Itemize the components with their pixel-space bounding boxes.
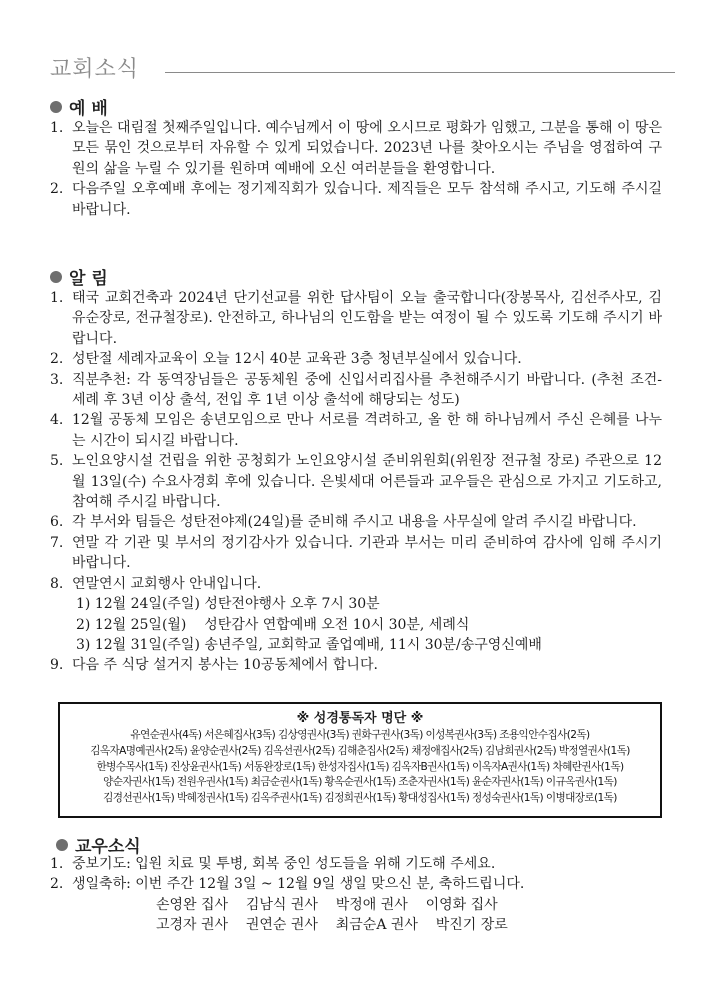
event-line: 2) 12월 25일(월) 성탄감사 연합예배 오전 10시 30분, 세례식 — [76, 616, 470, 633]
item-number: 3. — [50, 371, 64, 388]
item-number: 2. — [50, 351, 64, 368]
section-notices-heading — [50, 264, 108, 289]
list-item — [50, 533, 662, 574]
item-number: 8. — [50, 575, 64, 592]
list-item — [50, 410, 662, 451]
item-number: 1. — [50, 290, 64, 306]
item-number: 4. — [50, 412, 64, 429]
event-line: 3) 12월 31일(주일) 송년주일, 교회학교 졸업예배, 11시 30분/송구영신예배 — [76, 636, 542, 653]
item-text: 다음주일 오후예배 후에는 정기제직회가 있습니다. 제직들은 모두 참석해 주시고, 기도해 주시길 바랍니다. — [72, 181, 662, 218]
list-item — [50, 574, 662, 594]
list-item — [50, 179, 662, 220]
item-number: 9. — [50, 657, 64, 674]
bullet-dot-icon — [50, 101, 62, 113]
notices-list — [50, 288, 662, 676]
item-text: 연말연시 교회행사 안내입니다. — [72, 575, 262, 592]
item-number: 7. — [50, 534, 64, 551]
item-text: 성탄절 세례자교육이 오늘 12시 40분 교육관 3층 청년부실에서 있습니다. — [72, 351, 522, 368]
section-worship-heading — [50, 94, 108, 119]
item-text: 다음 주 식당 설거지 봉사는 10공동체에서 합니다. — [72, 657, 378, 674]
reader-line: 김경선권사(1독) 박혜정권사(1독) 김옥주권사(1독) 김정희권사(1독) 황대성집사(1독) 정성숙권사(1독) 이병대장로(1독) — [103, 792, 617, 805]
list-item — [50, 349, 662, 369]
list-item — [50, 874, 662, 894]
item-number: 5. — [50, 453, 64, 470]
birthday-names: 고경자 권사 권연순 권사 최금순A 권사 박진기 장로 — [156, 917, 508, 934]
members-list — [50, 854, 662, 936]
list-item — [50, 370, 662, 411]
notices-heading-label: 알 림 — [69, 269, 108, 289]
list-item — [50, 288, 662, 349]
list-item — [50, 655, 662, 675]
item-text: 직분추천: 각 동역장님들은 공동체원 중에 신입서리집사를 추천해주시기 바랍니다. (추천 조건- 세례 후 3년 이상 출석, 전입 후 1년 이상 출석에 해당되는 성도) — [72, 371, 662, 409]
item-text: 12월 공동체 모임은 송년모임으로 만나 서로를 격려하고, 올 한 해 하나님께서 주신 은혜를 나누는 시간이 되시길 바랍니다. — [72, 412, 662, 449]
item-text: 연말 각 기관 및 부서의 정기감사가 있습니다. 기관과 부서는 미리 준비하여 감사에 임해 주시기 바랍니다. — [72, 534, 662, 572]
members-heading-label: 교우소식 — [75, 837, 141, 857]
title-divider — [165, 72, 675, 73]
item-text: 중보기도: 입원 치료 및 투병, 회복 중인 성도들을 위해 기도해 주세요. — [72, 856, 496, 872]
item-text: 생일축하: 이번 주간 12월 3일 ~ 12월 9일 생일 맞으신 분, 축하드립니다. — [72, 876, 525, 893]
reader-line: 유연순권사(4독) 서은혜집사(3독) 김상영권사(3독) 권화구권사(3독) 이성복권사(3독) 조용익안수집사(2독) — [130, 729, 590, 741]
item-text: 오늘은 대림절 첫째주일입니다. 예수님께서 이 땅에 오시므로 평화가 임했고, 그분을 통해 이 땅은 모든 묶인 것으로부터 자유할 수 있게 되었습니다. 2023년 나를 찾아오시는 주님을 영접하여 구원의 삶을 누릴 수 있기를 원하며 예배에 오신 여러분들을 환영합니다. — [72, 120, 662, 177]
list-item — [50, 512, 662, 532]
worship-list — [50, 118, 662, 220]
list-item — [50, 118, 662, 179]
worship-heading-label: 예 배 — [69, 99, 108, 119]
reader-line: 양순자권사(1독) 전원우권사(1독) 최금순권사(1독) 황옥순권사(1독) 조춘자권사(1독) 윤순자권사(1독) 이규옥권사(1독) — [103, 776, 617, 789]
reader-line: 한병수목사(1독) 진상윤권사(1독) 서동완장로(1독) 한성자집사(1독) 김옥자B권사(1독) 이옥자A권사(1독) 차혜란권사(1독) — [96, 760, 624, 773]
item-number: 1. — [50, 120, 64, 136]
bullet-dot-icon — [56, 839, 68, 851]
bible-readers-title: ※ 성경통독자 명단 ※ — [296, 711, 424, 726]
reader-line: 김옥자A명예권사(2독) 윤양순권사(2독) 김옥선권사(2독) 김해춘집사(2독) 채정애집사(2독) 김남희권사(2독) 박정열권사(1독) — [90, 744, 630, 757]
item-text: 각 부서와 팀들은 성탄전야제(24일)를 준비해 주시고 내용을 사무실에 알려 주시길 바랍니다. — [72, 514, 637, 531]
list-item — [50, 854, 662, 874]
item-number: 2. — [50, 181, 64, 198]
item-number: 6. — [50, 514, 64, 531]
page-title: 교회소식 — [50, 57, 140, 82]
event-line: 1) 12월 24일(주일) 성탄전야행사 오후 7시 30분 — [76, 596, 380, 613]
item-number: 1. — [50, 856, 64, 872]
item-text: 태국 교회건축과 2024년 단기선교를 위한 답사팀이 오늘 출국합니다(장봉목사, 김선주사모, 김유순장로, 전규철장로). 안전하고, 하나님의 인도함을 받는 여정이 될 수 있도록 기도해 주시기 바랍니다. — [72, 290, 662, 347]
item-text: 노인요양시설 건립을 위한 공청회가 노인요양시설 준비위원회(위원장 전규철 장로) 주관으로 12월 13일(수) 수요사경회 후에 있습니다. 은빛세대 어른들과 교우들은 관심으로 가지고 기도하고, 참여해 주시길 바랍니다. — [72, 453, 662, 511]
item-number: 2. — [50, 876, 64, 893]
birthday-names: 손영완 집사 김남식 권사 박정애 권사 이영화 집사 — [156, 896, 498, 913]
bullet-dot-icon — [50, 271, 62, 283]
bible-readers-box — [58, 702, 662, 818]
list-item — [50, 451, 662, 512]
